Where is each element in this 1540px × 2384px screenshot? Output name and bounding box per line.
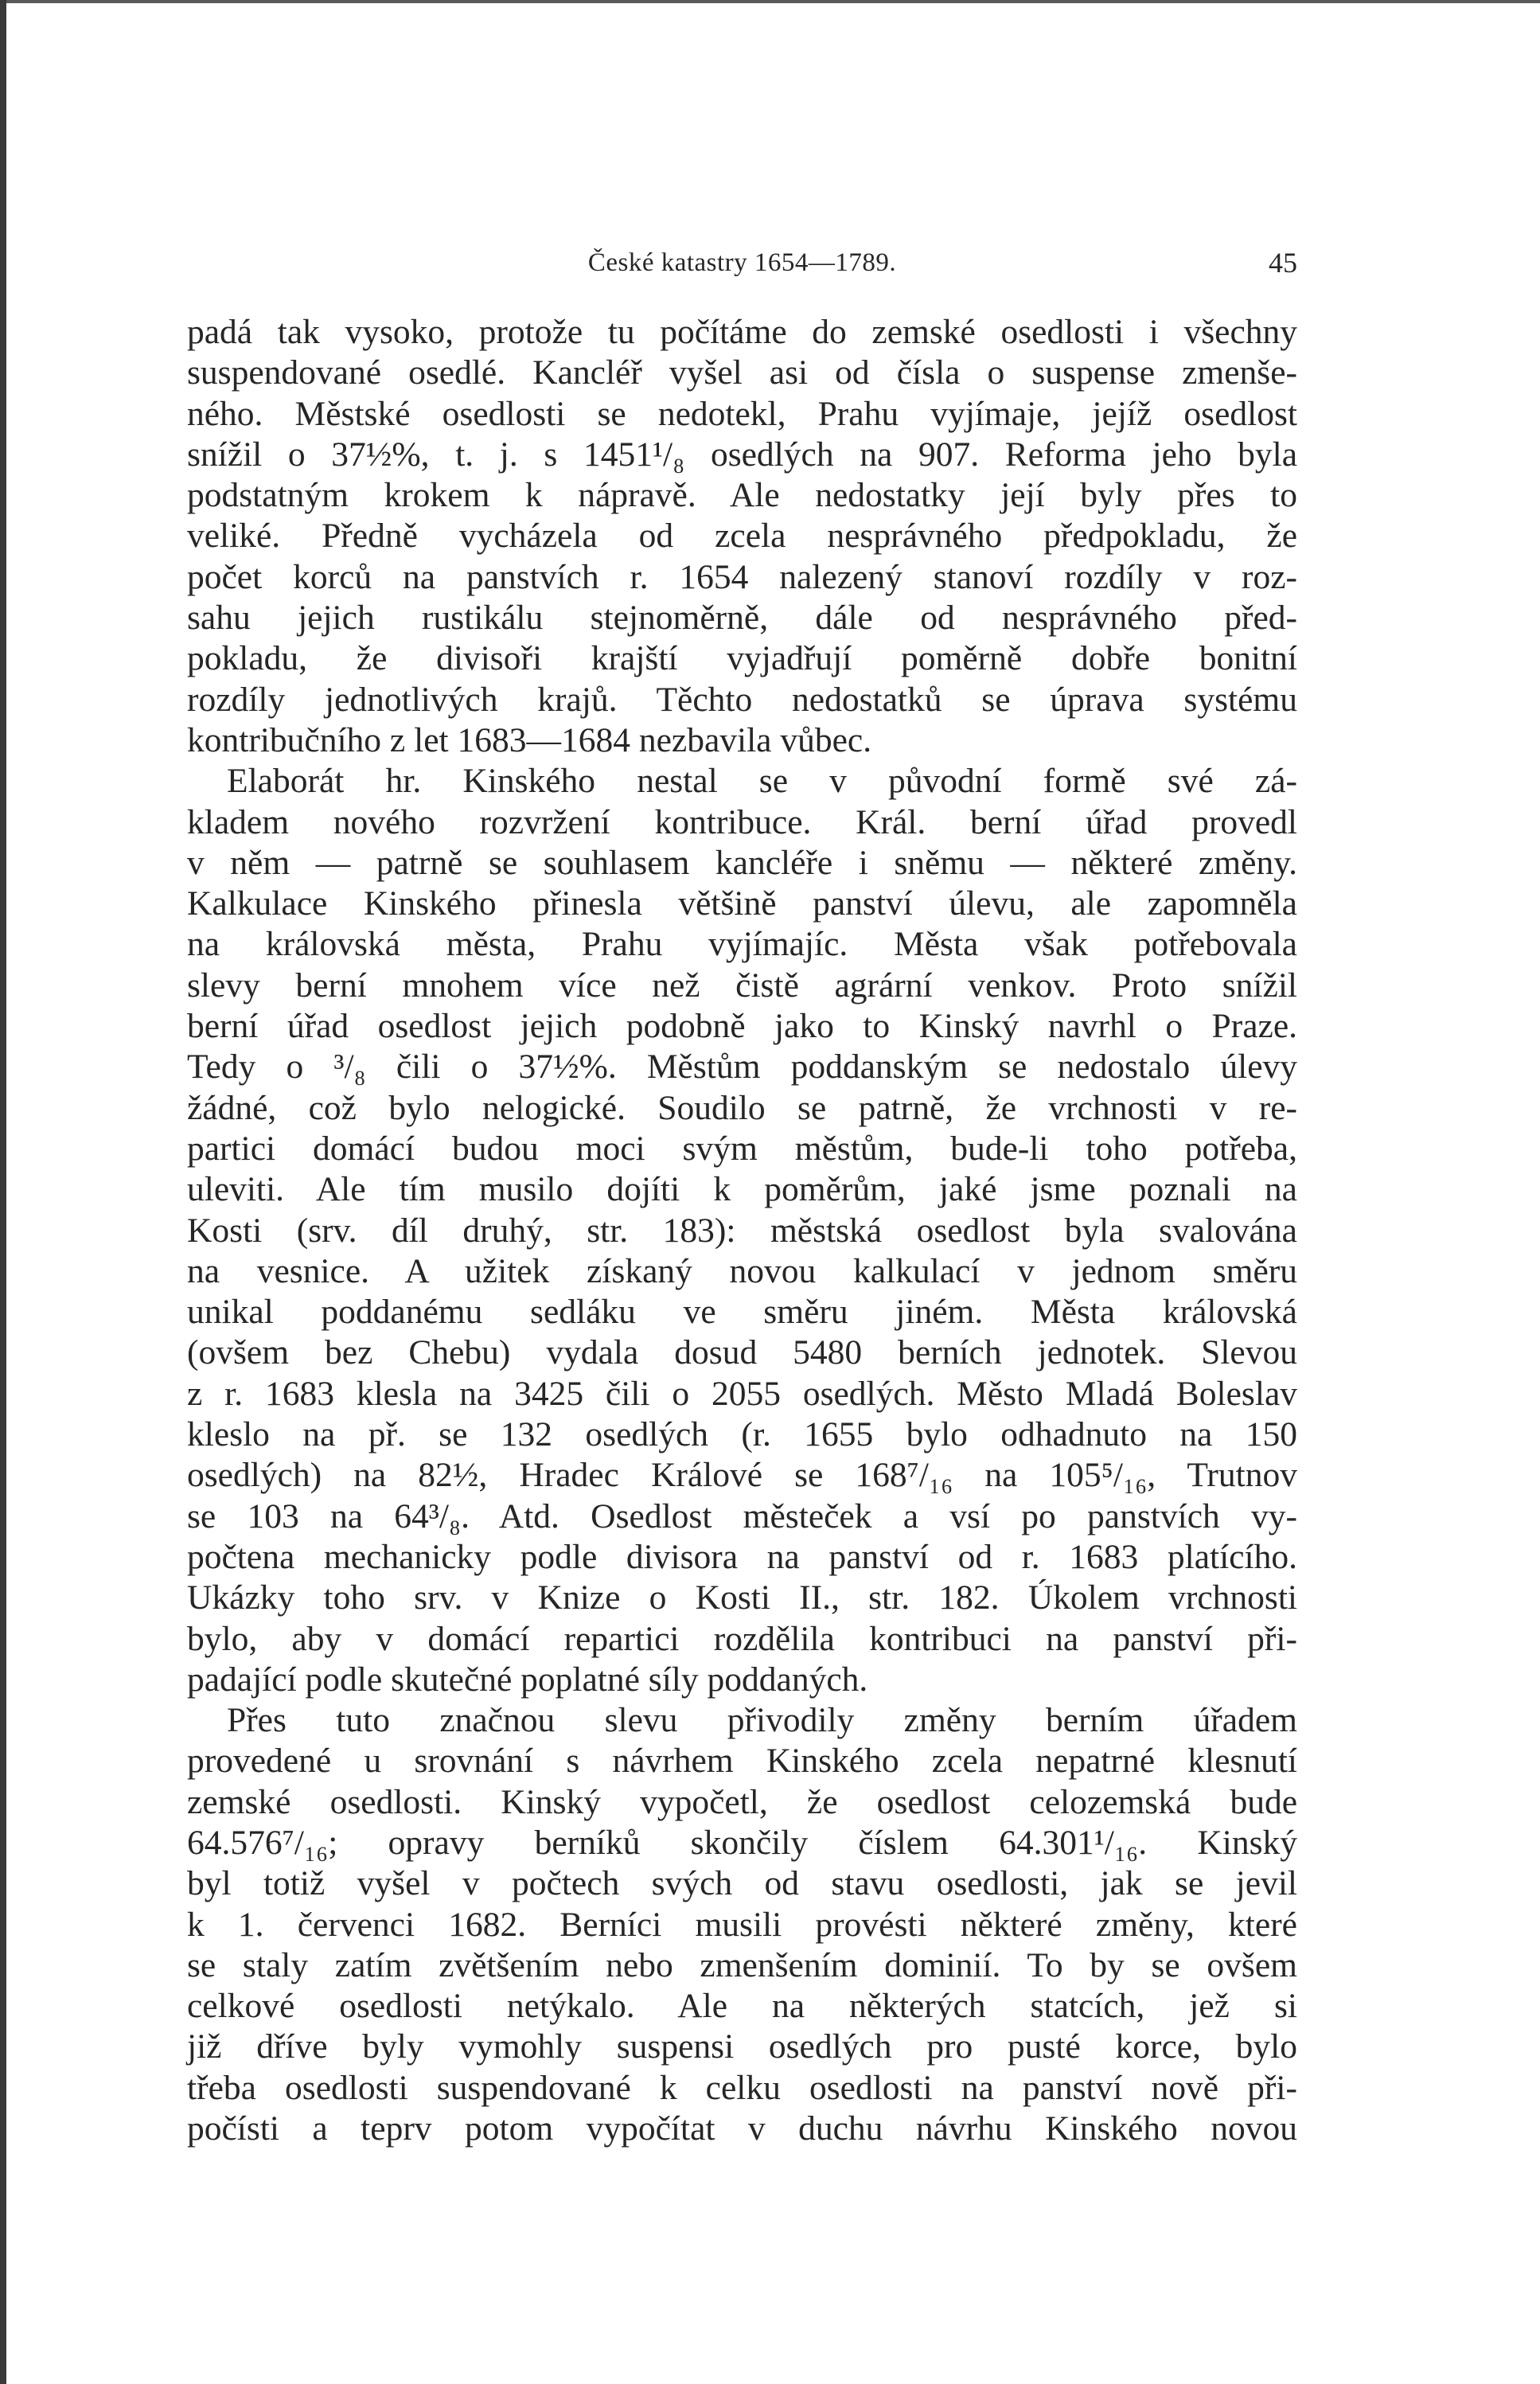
text-line: se staly zatím zvětšením nebo zmenšením dominií. To by se ovšem xyxy=(187,1945,1297,1984)
text-line: slevy berní mnohem více než čistě agrární venkov. Proto snížil xyxy=(187,966,1297,1005)
text-line: byl totiž vyšel v počtech svých od stavu osedlosti, jak se jevil xyxy=(187,1864,1297,1903)
text-line: k 1. červenci 1682. Berníci musili provésti některé změny, které xyxy=(187,1905,1297,1944)
running-head: České katastry 1654—1789. xyxy=(587,248,897,277)
text-line: žádné, což bylo nelogické. Soudilo se patrně, že vrchnosti v re- xyxy=(187,1088,1297,1127)
scan-edge-top xyxy=(0,0,1540,3)
text-line: berní úřad osedlost jejich podobně jako to Kinský navrhl o Praze. xyxy=(187,1007,1297,1046)
text-line: počtena mechanicky podle divisora na panství od r. 1683 platícího. xyxy=(187,1537,1297,1576)
body-text xyxy=(187,312,1297,2149)
text-line: veliké. Předně vycházela od zcela nesprávného předpokladu, že xyxy=(187,517,1297,556)
text-line: zemské osedlosti. Kinský vypočetl, že osedlost celozemská bude xyxy=(187,1782,1297,1821)
text-line: provedené u srovnání s návrhem Kinského zcela nepatrné klesnutí xyxy=(187,1742,1297,1781)
text-line: sahu jejich rustikálu stejnoměrně, dále od nesprávného před- xyxy=(187,599,1297,638)
text-line: již dříve byly vymohly suspensi osedlých pro pusté korce, bylo xyxy=(187,2027,1297,2066)
text-line: kleslo na př. se 132 osedlých (r. 1655 bylo odhadnuto na 150 xyxy=(187,1415,1297,1454)
text-line: kladem nového rozvržení kontribuce. Král. berní úřad provedl xyxy=(187,802,1297,841)
page-header xyxy=(187,239,1297,287)
text-line: na královská města, Prahu vyjímajíc. Města však potřebovala xyxy=(187,925,1297,964)
text-line: uleviti. Ale tím musilo dojíti k poměrům, jaké jsme poznali na xyxy=(187,1170,1297,1209)
text-line: Kalkulace Kinského přinesla většině panství úlevu, ale zapomněla xyxy=(187,884,1297,923)
text-line: padající podle skutečné poplatné síly poddaných. xyxy=(187,1660,868,1699)
text-line: padá tak vysoko, protože tu počítáme do zemské osedlosti i všechny xyxy=(187,313,1297,351)
text-line: snížil o 37½%, t. j. s 1451¹/₈ osedlých na 907. Reforma jeho byla xyxy=(187,435,1297,474)
text-line: partici domácí budou moci svým městům, bude-li toho potřeba, xyxy=(187,1129,1297,1168)
text-line: bylo, aby v domácí repartici rozdělila kontribuci na panství při- xyxy=(187,1619,1297,1658)
text-line: počet korců na panstvích r. 1654 nalezený stanoví rozdíly v roz- xyxy=(187,557,1297,596)
text-line: Tedy o ³/₈ čili o 37½%. Městům poddanským se nedostalo úlevy xyxy=(187,1048,1297,1087)
text-line: počísti a teprv potom vypočítat v duchu návrhu Kinského novou xyxy=(187,2109,1297,2148)
text-line: z r. 1683 klesla na 3425 čili o 2055 osedlých. Město Mladá Boleslav xyxy=(187,1374,1297,1413)
text-line: 64.576⁷/₁₆; opravy berníků skončily číslem 64.301¹/₁₆. Kinský xyxy=(187,1823,1297,1862)
text-line: ného. Městské osedlosti se nedotekl, Prahu vyjímaje, jejíž osedlost xyxy=(187,394,1297,433)
text-line: Kosti (srv. díl druhý, str. 183): městská osedlost byla svalována xyxy=(187,1211,1297,1250)
text-line: kontribučního z let 1683—1684 nezbavila vůbec. xyxy=(187,720,872,759)
text-line: se 103 na 64³/₈. Atd. Osedlost městeček a vsí po panstvích vy- xyxy=(187,1496,1297,1535)
text-line: osedlých) na 82½, Hradec Králové se 168⁷/₁₆ na 105⁵/₁₆, Trutnov xyxy=(187,1456,1297,1495)
text-line: celkové osedlosti netýkalo. Ale na některých statcích, jež si xyxy=(187,1987,1297,2026)
text-line: suspendované osedlé. Kancléř vyšel asi od čísla o suspense zmenše- xyxy=(187,353,1297,392)
text-line: Přes tuto značnou slevu přivodily změny berním úřadem xyxy=(227,1701,1297,1740)
text-line: (ovšem bez Chebu) vydala dosud 5480 berních jednotek. Slevou xyxy=(187,1333,1297,1372)
scan-edge-left xyxy=(0,0,6,2384)
text-line: rozdíly jednotlivých krajů. Těchto nedostatků se úprava systému xyxy=(187,680,1297,719)
text-line: podstatným krokem k nápravě. Ale nedostatky její byly přes to xyxy=(187,476,1297,515)
text-line: unikal poddanému sedláku ve směru jiném. Města královská xyxy=(187,1293,1297,1332)
text-line: na vesnice. A užitek získaný novou kalkulací v jednom směru xyxy=(187,1251,1297,1290)
text-line: Ukázky toho srv. v Knize o Kosti II., str. 182. Úkolem vrchnosti xyxy=(187,1578,1297,1617)
text-line: pokladu, že divisoři krajští vyjadřují poměrně dobře bonitní xyxy=(187,639,1297,678)
text-line: třeba osedlosti suspendované k celku osedlosti na panství nově při- xyxy=(187,2068,1297,2107)
page-number: 45 xyxy=(1269,247,1297,279)
text-line: Elaborát hr. Kinského nestal se v původní formě své zá- xyxy=(227,762,1297,801)
text-line: v něm — patrně se souhlasem kancléře i sněmu — některé změny. xyxy=(187,843,1297,882)
